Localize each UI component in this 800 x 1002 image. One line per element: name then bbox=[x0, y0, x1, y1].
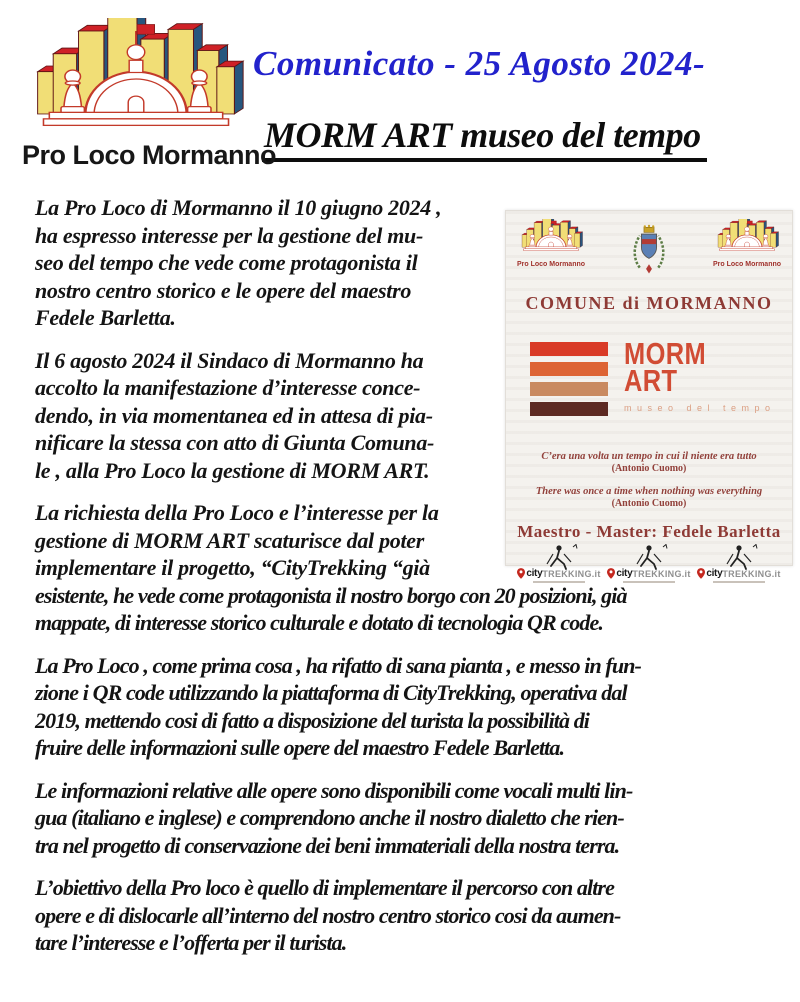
flyer-logo-caption: Pro Loco Mormanno bbox=[712, 261, 782, 268]
citytrekking-rest-text: TREKKING.it bbox=[722, 568, 781, 579]
map-pin-icon bbox=[607, 568, 615, 579]
morm-art-bars bbox=[530, 342, 608, 422]
hiker-icon bbox=[717, 544, 761, 570]
paragraph bbox=[35, 652, 797, 762]
citytrekking-logo-row bbox=[514, 544, 784, 583]
citytrekking-city-text: city bbox=[616, 568, 633, 579]
commune-title: COMUNE di MORMANNO bbox=[525, 293, 773, 313]
text-line: Il 6 agosto 2024 il Sindaco di Mormanno ha bbox=[35, 347, 424, 373]
citytrekking-logo bbox=[696, 544, 782, 583]
text-line: La Pro Loco di Mormanno il 10 giugno 2024 , bbox=[35, 195, 442, 220]
map-pin-icon bbox=[517, 568, 525, 579]
citytrekking-wordmark bbox=[607, 568, 690, 579]
text-line: tra nel progetto di conservazione dei beni immateriali della nostra terra. bbox=[35, 832, 620, 858]
paragraph bbox=[35, 777, 797, 860]
hiker-icon bbox=[537, 544, 581, 570]
text-line: opere e di dislocarle all’interno del nostro centro storico cosi da aumen- bbox=[35, 902, 621, 928]
morm-art-bar bbox=[530, 342, 608, 356]
flyer-image bbox=[505, 210, 793, 579]
text-line: nificare la stessa con atto di Giunta Comuna- bbox=[35, 430, 435, 455]
morm-art-word-1: MORM bbox=[624, 336, 707, 371]
text-line: le , alla Pro Loco la gestione di MORM ART. bbox=[35, 457, 430, 483]
morm-art-logo bbox=[530, 336, 784, 422]
citytrekking-rest-text: TREKKING.it bbox=[542, 568, 601, 579]
flyer-pro-loco-logo-left bbox=[514, 219, 588, 268]
text-line: zione i QR code utilizzando la piattaforma di CityTrekking, operativa dal bbox=[35, 680, 627, 705]
quote-author: (Antonio Cuomo) bbox=[611, 463, 687, 474]
text-line: esistente, he vede come protagonista il nostro borgo con 20 posizioni, già bbox=[35, 582, 627, 608]
text-line: seo del tempo che vede come protagonista il bbox=[35, 250, 418, 275]
text-line: nostro centro storico e le opere del maestro bbox=[35, 277, 412, 303]
text-line: fruire delle informazioni sulle opere del maestro Fedele Barletta. bbox=[35, 735, 565, 760]
text-line: gestione di MORM ART scaturisce dal poter bbox=[35, 527, 425, 553]
text-line: La Pro Loco , come prima cosa , ha rifatto di sana pianta , e messo in fun- bbox=[35, 652, 641, 678]
text-line: implementare il progetto, “CityTrekking “già bbox=[35, 555, 430, 580]
flyer-quotes bbox=[514, 450, 784, 510]
quote-text: C’era una volta un tempo in cui il niente era tutto bbox=[541, 451, 757, 462]
flyer-logos-row bbox=[514, 219, 784, 285]
pro-loco-logo-icon bbox=[714, 219, 780, 255]
morm-art-bar bbox=[530, 362, 608, 376]
citytrekking-city-text: city bbox=[526, 568, 543, 579]
coat-of-arms-icon bbox=[628, 223, 670, 277]
citytrekking-tagline bbox=[623, 581, 675, 583]
text-line: tare l’interesse e l’offerta per il turista. bbox=[35, 930, 347, 955]
quote-english bbox=[514, 485, 784, 510]
paragraph bbox=[35, 874, 797, 957]
maestro-line: Maestro - Master: Fedele Barletta bbox=[517, 522, 781, 541]
quote-text: There was once a time when nothing was everything bbox=[535, 486, 763, 497]
hiker-icon bbox=[627, 544, 671, 570]
morm-art-wordmark bbox=[624, 336, 776, 413]
morm-art-tagline: museo del tempo bbox=[624, 403, 776, 413]
morm-art-bar bbox=[530, 382, 608, 396]
citytrekking-city-text: city bbox=[706, 568, 723, 579]
map-pin-icon bbox=[697, 568, 705, 579]
citytrekking-tagline bbox=[713, 581, 765, 583]
citytrekking-wordmark bbox=[517, 568, 600, 579]
morm-art-word-2: ART bbox=[624, 363, 678, 398]
morm-art-bar bbox=[530, 402, 608, 416]
page-subtitle: MORM ART museo del tempo bbox=[262, 114, 707, 162]
pro-loco-logo-icon bbox=[24, 18, 248, 140]
pro-loco-logo-icon bbox=[518, 219, 584, 255]
pro-loco-logo-caption: Pro Loco Mormanno bbox=[22, 140, 276, 170]
text-line: La richiesta della Pro Loco e l’interesse per la bbox=[35, 500, 439, 525]
text-line: 2019, mettendo cosi di fatto a disposizione del turista la possibilità di bbox=[35, 707, 590, 733]
quote-italian bbox=[514, 450, 784, 475]
page-title: Comunicato - 25 Agosto 2024- bbox=[253, 44, 706, 83]
citytrekking-logo bbox=[516, 544, 602, 583]
text-line: L’obiettivo della Pro loco è quello di implementare il percorso con altre bbox=[35, 875, 614, 900]
quote-author: (Antonio Cuomo) bbox=[611, 498, 687, 509]
flyer-pro-loco-logo-right bbox=[710, 219, 784, 268]
text-line: dendo, in via momentanea ed in attesa di pia- bbox=[35, 402, 433, 428]
text-line: gua (italiano e inglese) e comprendono anche il nostro dialetto che rien- bbox=[35, 805, 624, 830]
citytrekking-logo bbox=[606, 544, 692, 583]
text-line: accolto la manifestazione d’interesse conce- bbox=[35, 375, 421, 400]
citytrekking-tagline bbox=[533, 581, 585, 583]
flyer-logo-caption: Pro Loco Mormanno bbox=[516, 261, 586, 268]
text-line: mappate, di interesse storico culturale e dotato di tecnologia QR code. bbox=[35, 610, 603, 635]
pro-loco-logo bbox=[22, 18, 276, 171]
text-line: ha espresso interesse per la gestione del mu- bbox=[35, 222, 423, 248]
citytrekking-wordmark bbox=[697, 568, 780, 579]
text-line: Le informazioni relative alle opere sono disponibili come vocali multi lin- bbox=[35, 777, 633, 803]
text-line: Fedele Barletta. bbox=[35, 305, 176, 330]
citytrekking-rest-text: TREKKING.it bbox=[632, 568, 691, 579]
